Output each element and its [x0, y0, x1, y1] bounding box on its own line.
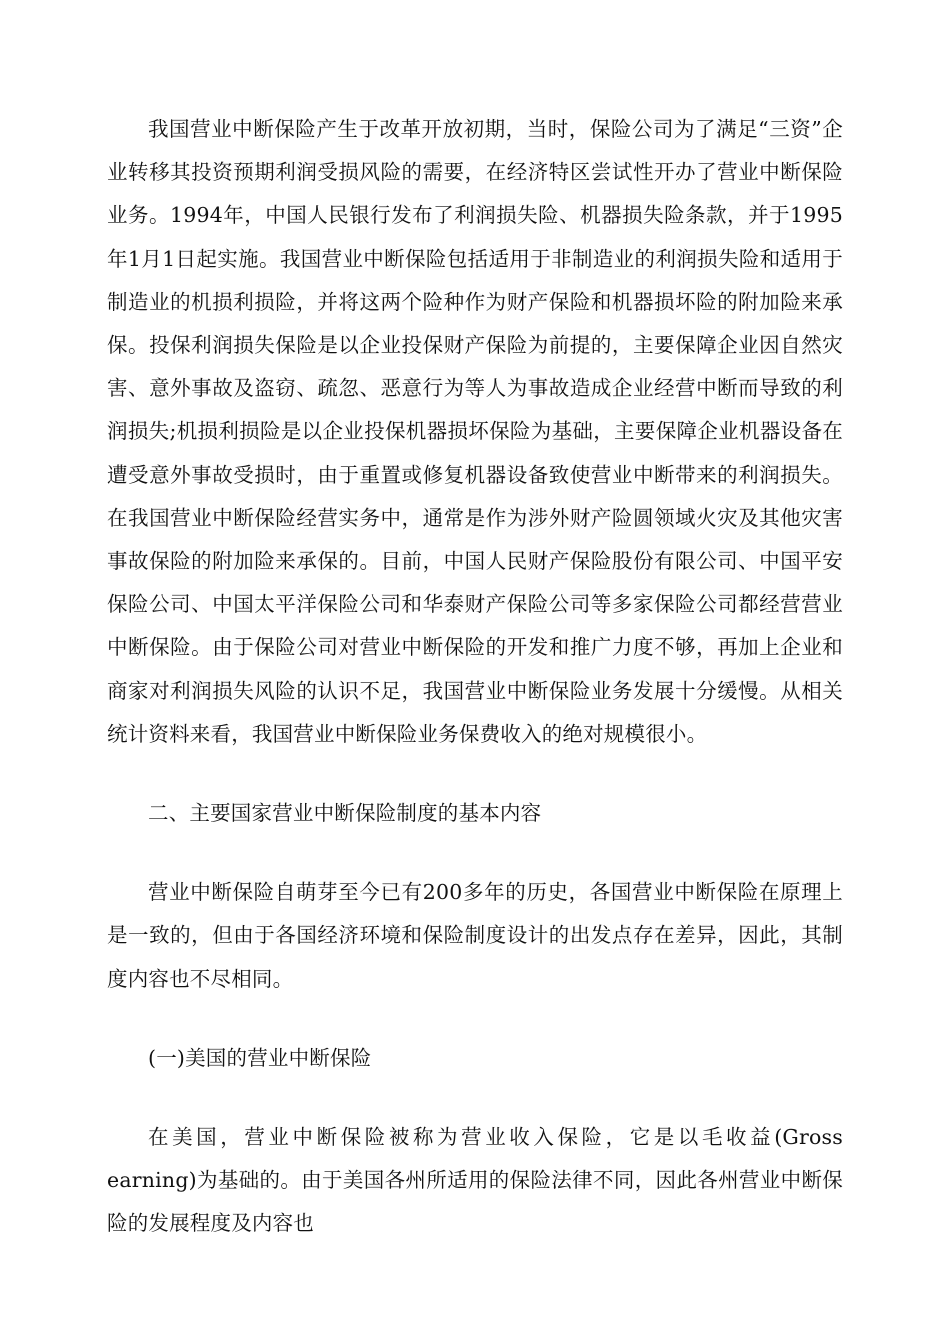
body-paragraph: 我国营业中断保险产生于改革开放初期，当时，保险公司为了满足“三资”企业转移其投资预期利润受损风险的需要，在经济特区尝试性开办了营业中断保险业务。1994年，中国人民银行发布了利润损失险、机器损失险条款，并于1995年1月1日起实施。我国营业中断保险包括适用于非制造业的利润损失险和适用于制造业的机损利损险，并将这两个险种作为财产保险和机器损坏险的附加险来承保。投保利润损失保险是以企业投保财产保险为前提的，主要保障企业因自然灾害、意外事故及盗窃、疏忽、恶意行为等人为事故造成企业经营中断而导致的利润损失;机损利损险是以企业投保机器损坏保险为基础，主要保障企业机器设备在遭受意外事故受损时，由于重置或修复机器设备致使营业中断带来的利润损失。在我国营业中断保险经营实务中，通常是作为涉外财产险圆领域火灾及其他灾害事故保险的附加险来承保的。目前，中国人民财产保险股份有限公司、中国平安保险公司、中国太平洋保险公司和华泰财产保险公司等多家保险公司都经营营业中断保险。由于保险公司对营业中断保险的开发和推广力度不够，再加上企业和商家对利润损失风险的认识不足，我国营业中断保险业务发展十分缓慢。从相关统计资料来看，我国营业中断保险业务保费收入的绝对规模很小。 [107, 117, 843, 746]
body-paragraph: 营业中断保险自萌芽至今已有200多年的历史，各国营业中断保险在原理上是一致的，但由于各国经济环境和保险制度设计的出发点存在差异，因此，其制度内容也不尽相同。 [107, 880, 843, 991]
section-heading: 二、主要国家营业中断保险制度的基本内容 [148, 801, 542, 826]
subsection-heading: (一)美国的营业中断保险 [148, 1045, 372, 1070]
body-paragraph: 在美国，营业中断保险被称为营业收入保险，它是以毛收益(Gross earning)为基础的。由于美国各州所适用的保险法律不同，因此各州营业中断保险的发展程度及内容也 [107, 1125, 843, 1236]
document-body [107, 108, 843, 1246]
